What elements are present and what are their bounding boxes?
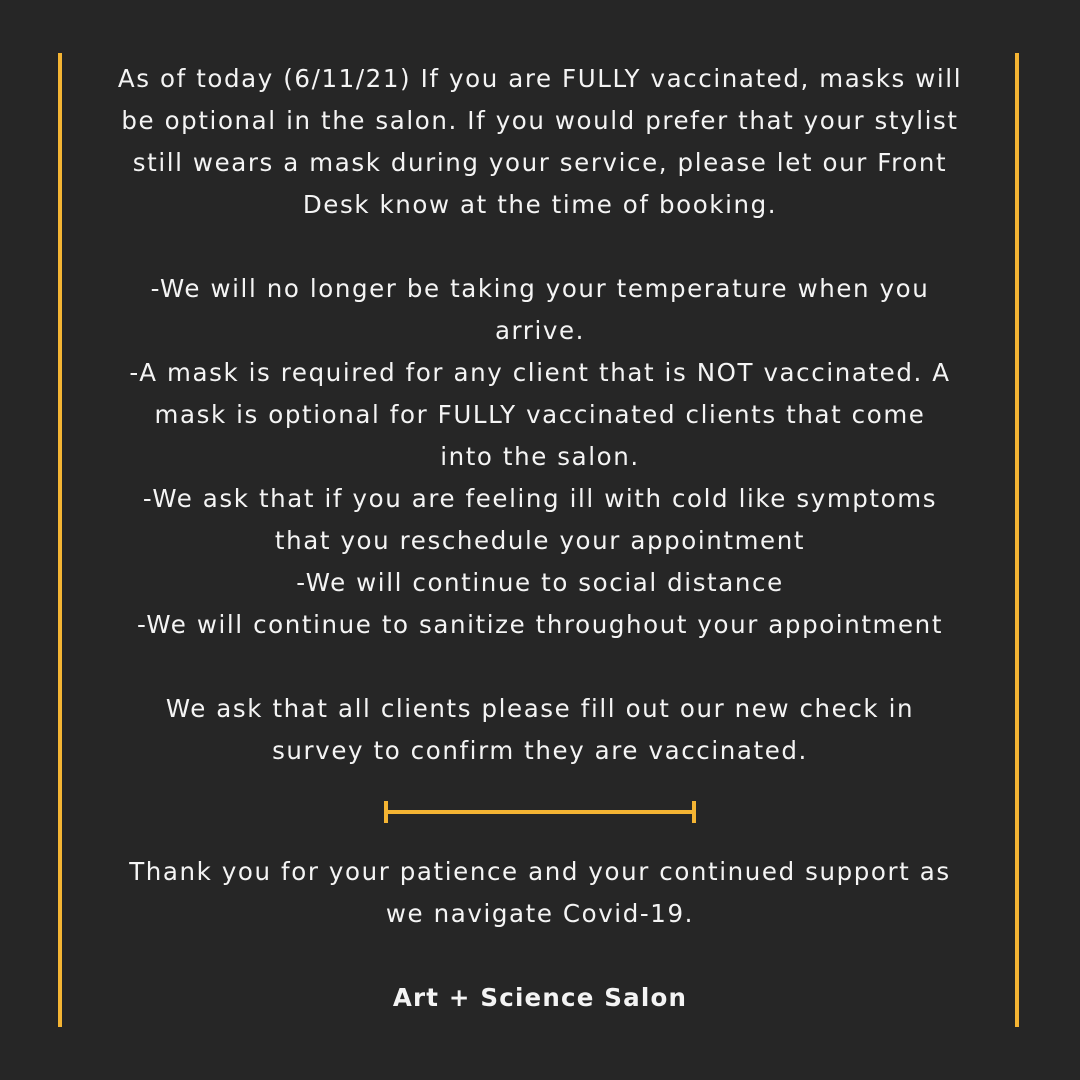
thanks-paragraph: Thank you for your patience and your continued support as we navigate Covid-19. xyxy=(129,857,951,928)
spacer xyxy=(86,935,994,977)
divider-cap-right xyxy=(692,801,696,823)
notice-body xyxy=(86,58,994,1019)
policy-list: -We will no longer be taking your temperature when you arrive. -A mask is required for any client that is NOT vaccinated. A mask is optional for FULLY vaccinated clients that come into the salon. -We ask that if you are feeling ill with cold like symptoms that you reschedule your appointment -We will continue to social distance -We will continue to sanitize throughout your appointment xyxy=(129,274,951,639)
accent-divider xyxy=(384,801,696,823)
right-accent-rule xyxy=(1015,53,1019,1027)
left-accent-rule xyxy=(58,53,62,1027)
divider-bar xyxy=(384,810,696,814)
salon-signature: Art + Science Salon xyxy=(392,983,688,1012)
spacer xyxy=(86,646,994,688)
divider-cap-left xyxy=(384,801,388,823)
spacer xyxy=(86,226,994,268)
intro-paragraph: As of today (6/11/21) If you are FULLY vaccinated, masks will be optional in the salon. If you would prefer that your stylist still wears a mask during your service, please let our Front Desk know at the time of booking. xyxy=(117,64,963,219)
survey-paragraph: We ask that all clients please fill out our new check in survey to confirm they are vaccinated. xyxy=(165,694,915,765)
